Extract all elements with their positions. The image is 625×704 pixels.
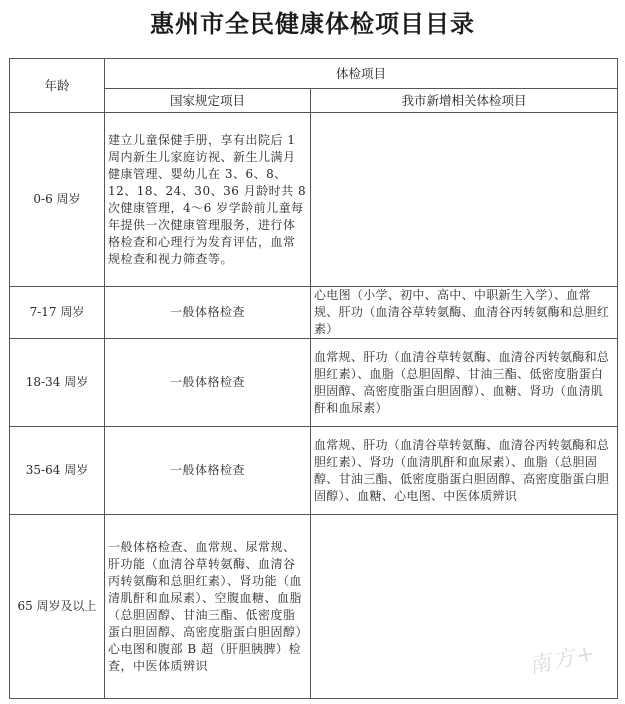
age-cell: 18-34 周岁 (10, 339, 105, 427)
national-cell: 一般体格检查 (105, 287, 311, 339)
age-cell: 35-64 周岁 (10, 427, 105, 515)
national-cell: 建立儿童保健手册，享有出院后 1 周内新生儿家庭访视、新生儿满月健康管理、婴幼儿在 3、6、8、12、18、24、30、36 月龄时共 8 次健康管理，4～6 岁学龄前儿童每年提供一次健康管理服务，进行体格检查和心理行为发育评估，血常规检查和视力筛查等。 (105, 113, 311, 287)
age-cell: 7-17 周岁 (10, 287, 105, 339)
age-cell: 65 周岁及以上 (10, 515, 105, 699)
table-row (10, 339, 618, 427)
header-local: 我市新增相关体检项目 (311, 89, 618, 113)
local-cell: 血常规、肝功（血清谷草转氨酶、血清谷丙转氨酶和总胆红素）、肾功（血清肌酐和血尿素）、血脂（总胆固醇、甘油三酯、低密度脂蛋白胆固醇、高密度脂蛋白胆固醇）、血糖、心电图、中医体质辨识 (311, 427, 618, 515)
age-cell: 0-6 周岁 (10, 113, 105, 287)
header-age: 年龄 (10, 59, 105, 113)
header-national: 国家规定项目 (105, 89, 311, 113)
header-row-1 (10, 59, 618, 89)
national-cell: 一般体格检查 (105, 427, 311, 515)
local-cell: 血常规、肝功（血清谷草转氨酶、血清谷丙转氨酶和总胆红素）、血脂（总胆固醇、甘油三酯、低密度脂蛋白胆固醇、高密度脂蛋白胆固醇）、血糖、肾功（血清肌酐和血尿素） (311, 339, 618, 427)
local-cell: 心电图（小学、初中、高中、中职新生入学）、血常规、肝功（血清谷草转氨酶、血清谷丙转氨酶和总胆红素） (311, 287, 618, 339)
watermark-logo: 南方+ (526, 640, 599, 680)
table-row (10, 287, 618, 339)
table-row (10, 427, 618, 515)
table-row (10, 113, 618, 287)
table-row (10, 515, 618, 699)
national-cell: 一般体格检查、血常规、尿常规、肝功能（血清谷草转氨酶、血清谷丙转氨酶和总胆红素）、肾功能（血清肌酐和血尿素）、空腹血糖、血脂（总胆固醇、甘油三酯、低密度脂蛋白胆固醇、高密度脂蛋白胆固醇）心电图和腹部 B 超（肝胆胰脾）检查，中医体质辨识 (105, 515, 311, 699)
page-title: 惠州市全民健康体检项目目录 (150, 10, 475, 38)
local-cell (311, 113, 618, 287)
national-cell: 一般体格检查 (105, 339, 311, 427)
header-items: 体检项目 (105, 59, 618, 89)
exam-table (9, 58, 618, 699)
